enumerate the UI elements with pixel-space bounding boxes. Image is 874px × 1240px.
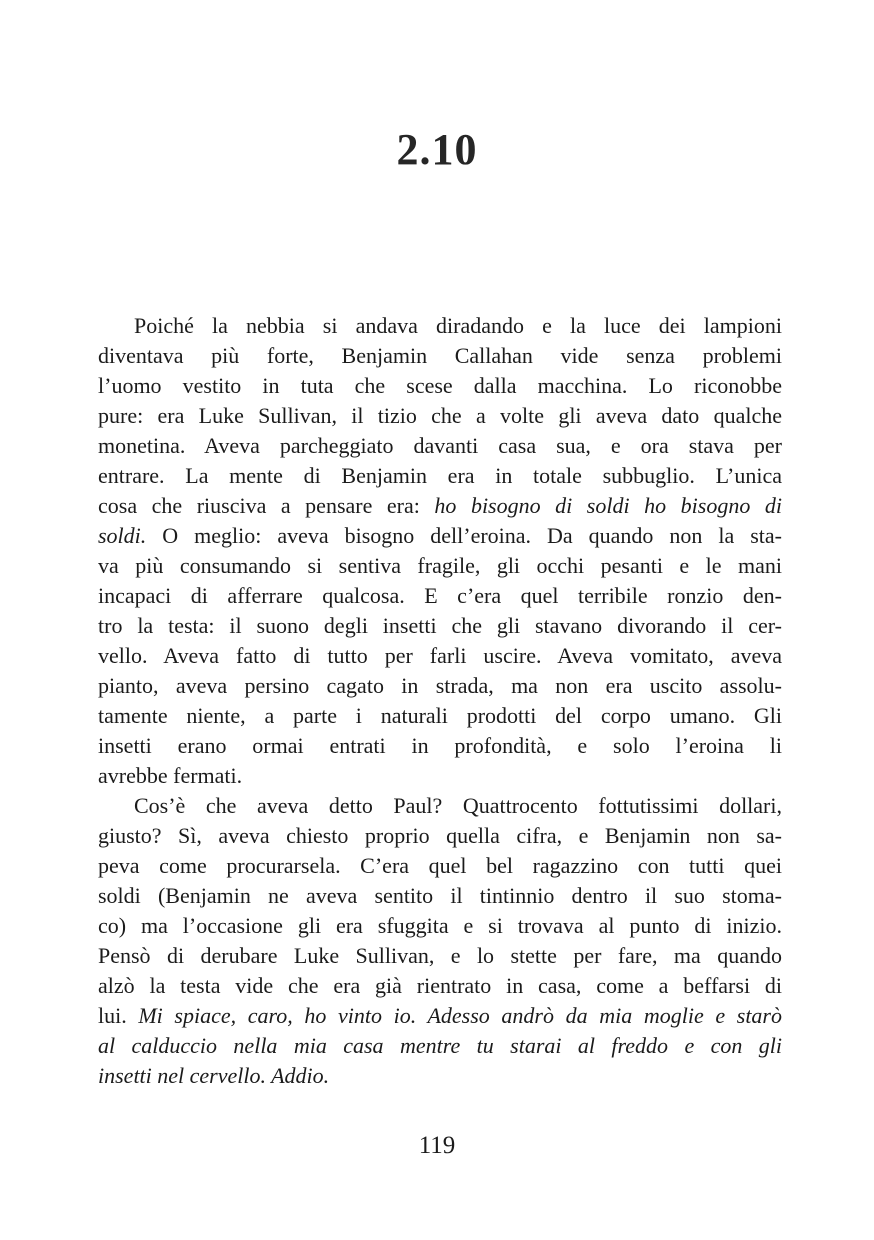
chapter-heading: 2.10	[396, 125, 478, 174]
text-segment: co) ma l’occasione gli era sfuggita e si trovava al punto di inizio.	[98, 913, 782, 938]
text-block	[98, 311, 782, 1091]
paragraph	[98, 311, 782, 791]
text-line	[98, 941, 782, 971]
text-line	[98, 641, 782, 671]
text-segment: Pensò di derubare Luke Sullivan, e lo stette per fare, ma quando	[98, 943, 782, 968]
text-line	[98, 521, 782, 551]
text-segment: lui.	[98, 1003, 139, 1028]
italic-text-segment: ho bisogno di soldi ho bisogno di	[434, 493, 782, 518]
text-segment: alzò la testa vide che era già rientrato in casa, come a beffarsi di	[98, 973, 782, 998]
text-line	[98, 791, 782, 821]
text-segment: insetti erano ormai entrati in profondità, e solo l’eroina li	[98, 733, 782, 758]
text-line	[98, 851, 782, 881]
text-segment: l’uomo vestito in tuta che scese dalla macchina. Lo riconobbe	[98, 373, 782, 398]
text-segment: pure: era Luke Sullivan, il tizio che a volte gli aveva dato qualche	[98, 403, 782, 428]
italic-text-segment: insetti nel cervello. Addio.	[98, 1063, 330, 1088]
page-number: 119	[418, 1132, 456, 1159]
text-line	[98, 341, 782, 371]
text-line	[98, 671, 782, 701]
text-segment: peva come procurarsela. C’era quel bel ragazzino con tutti quei	[98, 853, 782, 878]
text-segment: soldi (Benjamin ne aveva sentito il tintinnio dentro il suo stoma-	[98, 883, 782, 908]
text-line	[98, 401, 782, 431]
text-line	[98, 1061, 782, 1091]
text-line	[98, 821, 782, 851]
text-segment: incapaci di afferrare qualcosa. E c’era quel terribile ronzio den-	[98, 583, 782, 608]
text-line	[98, 581, 782, 611]
text-segment: giusto? Sì, aveva chiesto proprio quella cifra, e Benjamin non sa-	[98, 823, 782, 848]
text-line	[98, 881, 782, 911]
text-segment: diventava più forte, Benjamin Callahan vide senza problemi	[98, 343, 782, 368]
text-segment: avrebbe fermati.	[98, 763, 243, 788]
text-segment: Cos’è che aveva detto Paul? Quattrocento fottutissimi dollari,	[134, 793, 782, 818]
italic-text-segment: soldi.	[98, 523, 147, 548]
italic-text-segment: Mi spiace, caro, ho vinto io. Adesso andrò da mia moglie e starò	[138, 1003, 782, 1028]
text-line	[98, 911, 782, 941]
text-line	[98, 1001, 782, 1031]
text-line	[98, 461, 782, 491]
text-segment: tamente niente, a parte i naturali prodotti del corpo umano. Gli	[98, 703, 782, 728]
text-segment: vello. Aveva fatto di tutto per farli uscire. Aveva vomitato, aveva	[98, 643, 782, 668]
text-segment: Poiché la nebbia si andava diradando e la luce dei lampioni	[134, 313, 782, 338]
text-line	[98, 311, 782, 341]
text-segment: pianto, aveva persino cagato in strada, ma non era uscito assolu-	[98, 673, 782, 698]
text-line	[98, 701, 782, 731]
text-line	[98, 731, 782, 761]
text-line	[98, 1031, 782, 1061]
text-segment: tro la testa: il suono degli insetti che gli stavano divorando il cer-	[98, 613, 782, 638]
text-line	[98, 761, 782, 791]
text-segment: O meglio: aveva bisogno dell’eroina. Da quando non la sta-	[146, 523, 782, 548]
text-segment: monetina. Aveva parcheggiato davanti casa sua, e ora stava per	[98, 433, 782, 458]
paragraph	[98, 791, 782, 1091]
text-segment: entrare. La mente di Benjamin era in totale subbuglio. L’unica	[98, 463, 782, 488]
text-segment: va più consumando si sentiva fragile, gli occhi pesanti e le mani	[98, 553, 782, 578]
text-line	[98, 551, 782, 581]
italic-text-segment: al calduccio nella mia casa mentre tu starai al freddo e con gli	[98, 1033, 782, 1058]
text-line	[98, 611, 782, 641]
text-line	[98, 371, 782, 401]
text-segment: cosa che riusciva a pensare era:	[98, 493, 435, 518]
text-line	[98, 491, 782, 521]
text-line	[98, 971, 782, 1001]
text-line	[98, 431, 782, 461]
